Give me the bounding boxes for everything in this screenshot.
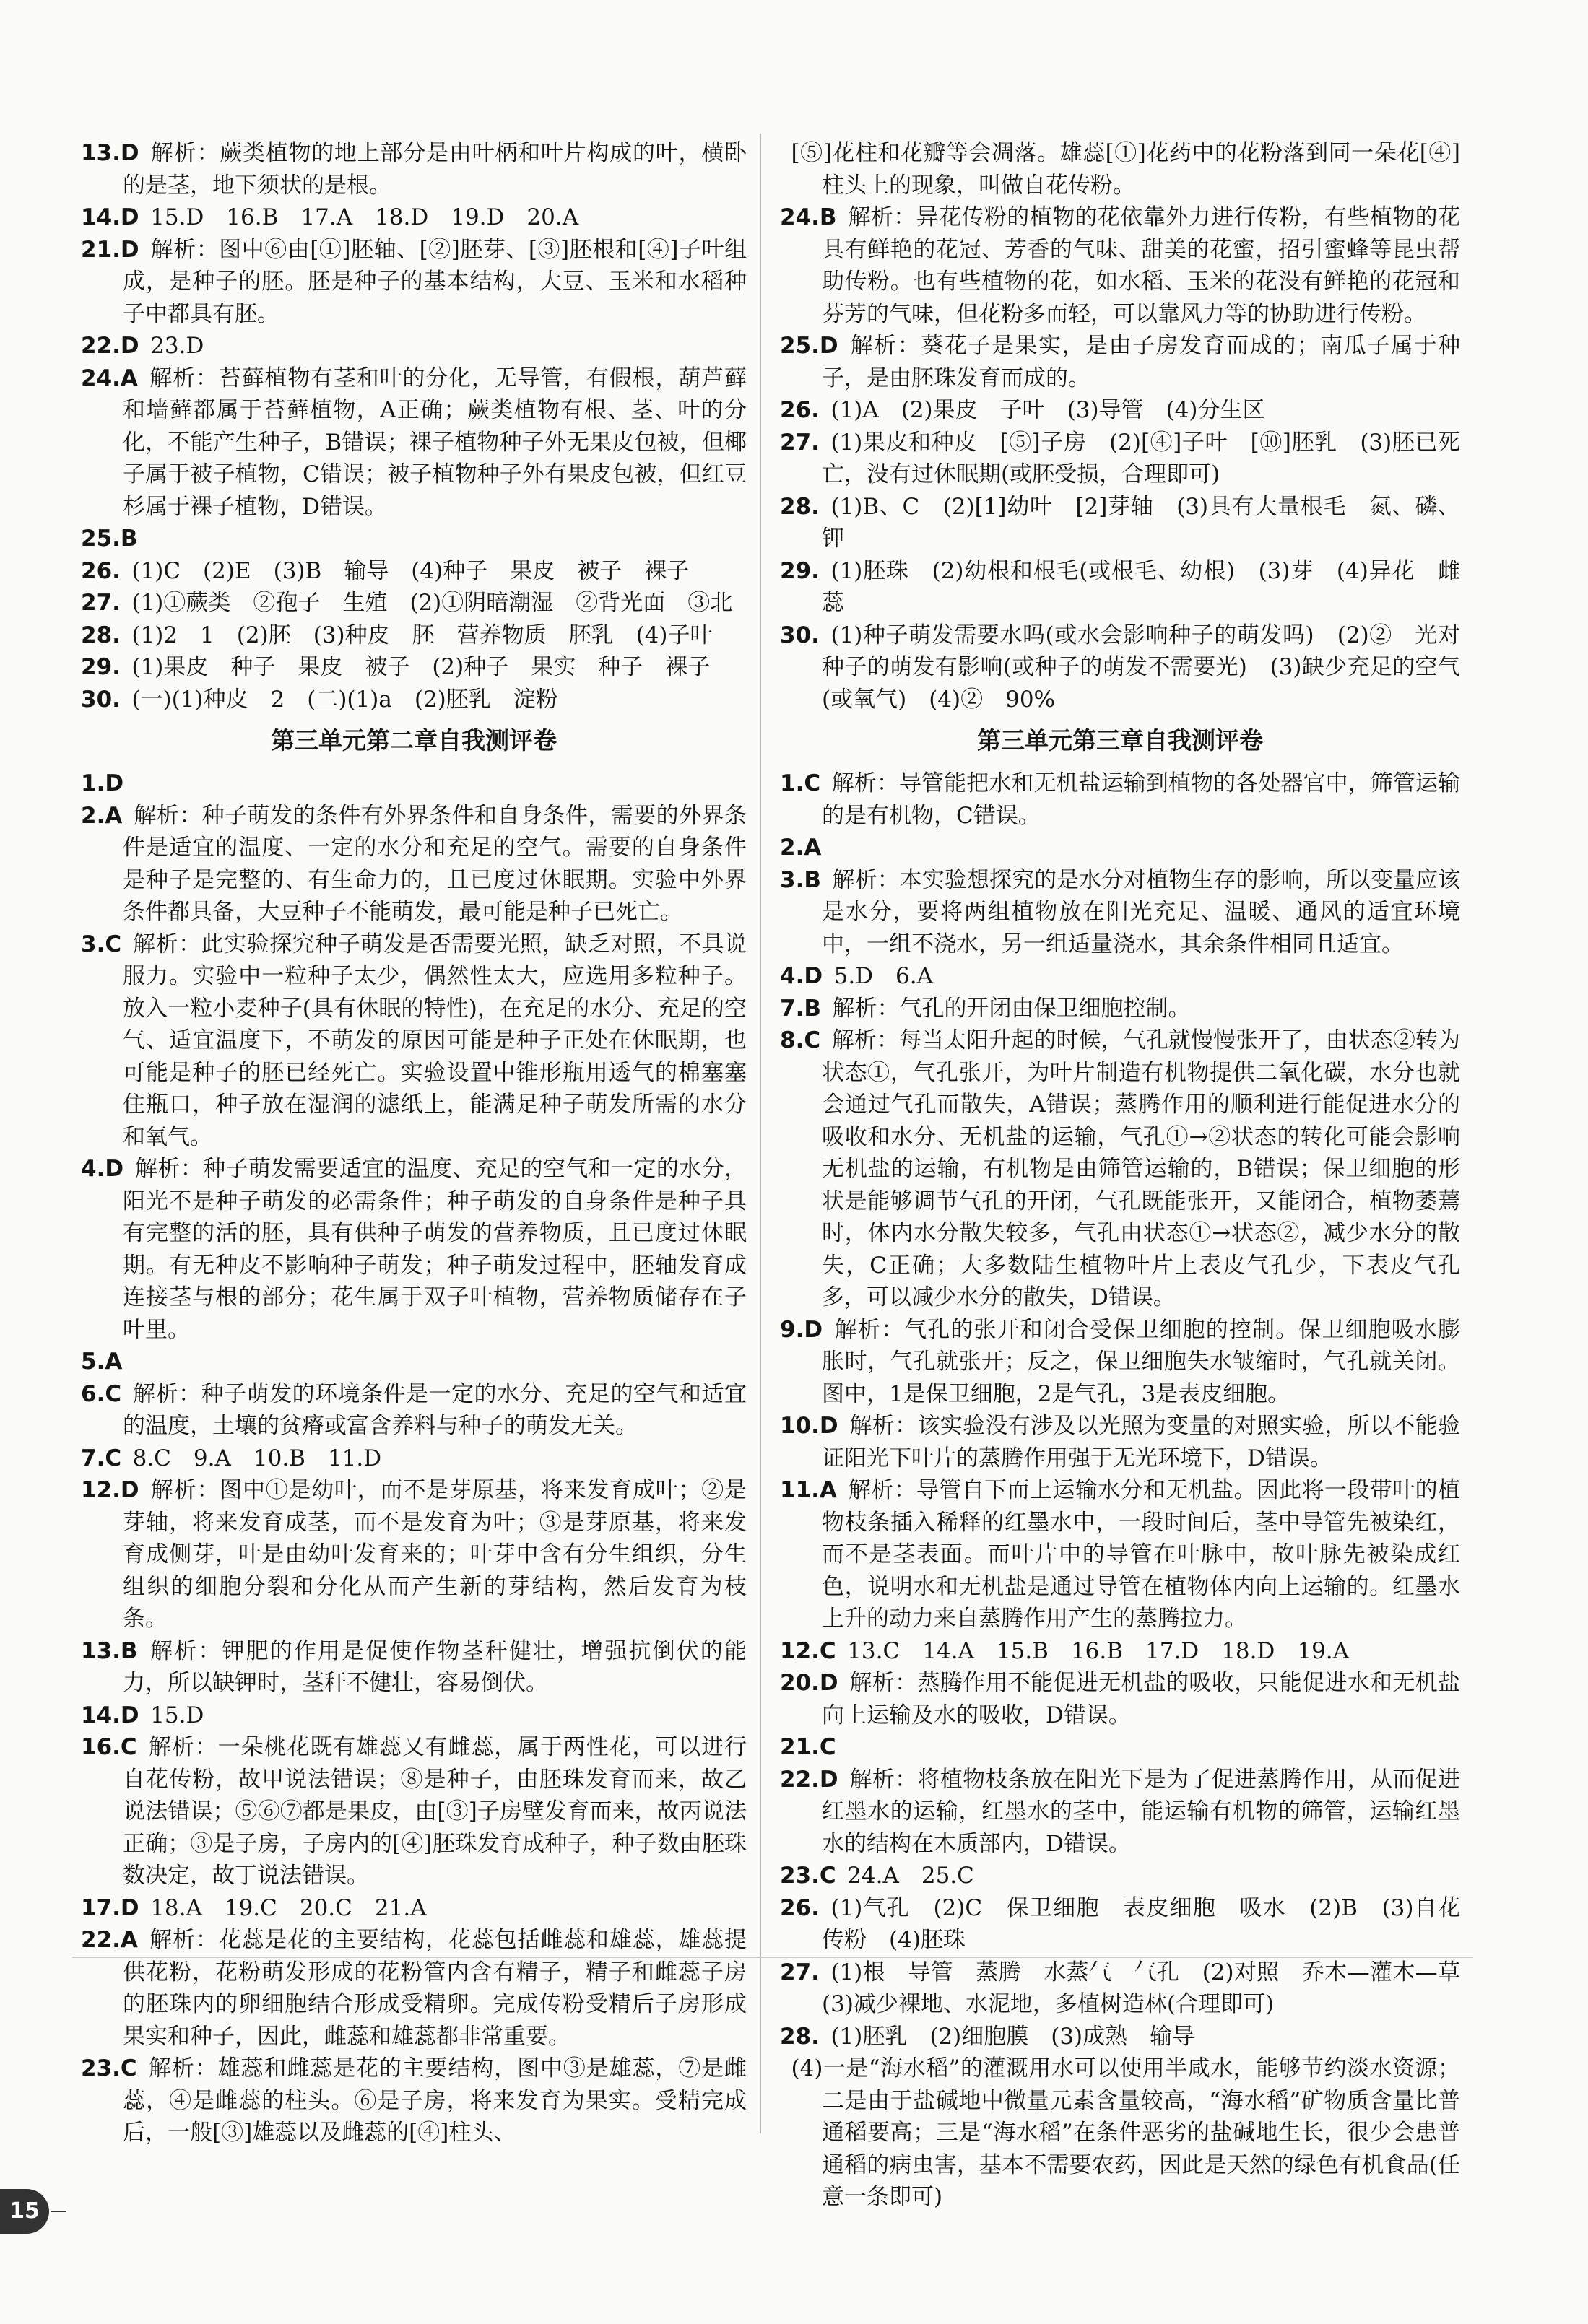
answer-item — [780, 1410, 1460, 1474]
answer-item — [81, 928, 747, 1154]
section-heading: 第三单元第二章自我测评卷 — [271, 726, 557, 754]
answer-item — [81, 1153, 747, 1346]
answer-text: (1)果皮 种子 果皮 被子 (2)种子 果实 种子 裸子 — [131, 654, 711, 680]
answer-text: 解析：雄蕊和雌蕊是花的主要结构，图中③是雄蕊，⑦是雌蕊，④是雌蕊的柱头。⑥是子房，将来发育为果实。受精完成后，一般[③]雄蕊以及雌蕊的[④]柱头、 — [123, 2055, 747, 2146]
answer-item — [780, 2053, 1460, 2214]
answer-item — [81, 234, 747, 331]
answer-number: 2.A — [780, 835, 822, 861]
answer-item — [81, 201, 747, 234]
answer-item — [780, 2021, 1460, 2053]
answer-item — [81, 767, 747, 800]
answer-number: 27. — [81, 590, 121, 616]
answer-number: 9.D — [780, 1316, 823, 1343]
answer-number: 14.D — [81, 204, 139, 230]
answer-number: 1.D — [81, 770, 124, 796]
answer-item — [81, 684, 747, 716]
answer-item — [81, 523, 747, 555]
answer-number: 1.C — [780, 770, 821, 796]
answer-text: (1)A (2)果皮 子叶 (3)导管 (4)分生区 — [830, 397, 1265, 423]
answer-item — [780, 137, 1460, 201]
answer-text: 解析：导管能把水和无机盐运输到植物的各处器官中，筛管运输的是有机物，C错误。 — [822, 770, 1460, 829]
answer-item — [780, 1474, 1460, 1635]
answer-item — [780, 960, 1460, 993]
answer-text: 解析：图中①是幼叶，而不是芽原基，将来发育成叶；②是芽轴，将来发育成茎，而不是发育为叶；③是芽原基，将来发育成侧芽，叶是由幼叶发育来的；叶芽中含有分生组织，分生组织的细胞分裂和分化从而产生新的芽结构，然后发育为枝条。 — [123, 1477, 747, 1632]
answer-item — [780, 330, 1460, 394]
answer-text: 5.D 6.A — [833, 963, 933, 989]
answer-text: [⑤]花柱和花瓣等会凋落。雄蕊[①]花药中的花粉落到同一朵花[④]柱头上的现象，叫做自花传粉。 — [791, 140, 1460, 199]
answer-item — [81, 1924, 747, 2053]
answer-text: 解析：此实验探究种子萌发是否需要光照，缺乏对照，不具说服力。实验中一粒种子太少，偶然性太大，应选用多粒种子。放入一粒小麦种子(具有休眠的特性)，在充足的水分、充足的空气、适宜温度下，不萌发的原因可能是种子正处在休眠期，也可能是种子的胚已经死亡。实验设置中锥形瓶用透气的棉塞塞住瓶口，种子放在湿润的滤纸上，能满足种子萌发所需的水分和氧气。 — [123, 931, 747, 1150]
answer-item — [780, 427, 1460, 491]
answer-number: 28. — [780, 2023, 820, 2050]
answer-text: (1)2 1 (2)胚 (3)种皮 胚 营养物质 胚乳 (4)子叶 — [131, 622, 713, 648]
answer-item — [780, 1892, 1460, 1957]
answer-item — [780, 1314, 1460, 1411]
section-heading: 第三单元第三章自我测评卷 — [977, 726, 1263, 754]
answer-text: 解析：苔藓植物有茎和叶的分化，无导管，有假根，葫芦藓和墙藓都属于苔藓植物，A正确；蕨类植物有根、茎、叶的分化，不能产生种子，B错误；裸子植物种子外无果皮包被，但椰子属于被子植物，C错误；被子植物种子外有果皮包被，但红豆杉属于裸子植物，D错误。 — [123, 365, 747, 520]
fold-line — [72, 1957, 1473, 1958]
answer-text: 解析：将植物枝条放在阳光下是为了促进蒸腾作用，从而促进红墨水的运输，红墨水的茎中，能运输有机物的筛管，运输红墨水的结构在木质部内，D错误。 — [822, 1766, 1460, 1857]
answer-text: 23.D — [150, 333, 204, 359]
answer-text: (1)胚珠 (2)幼根和根毛(或根毛、幼根) (3)芽 (4)异花 雌蕊 — [822, 557, 1460, 616]
answer-item — [780, 767, 1460, 832]
answer-item — [81, 1474, 747, 1635]
answer-text: (1)B、C (2)[1]幼叶 [2]芽轴 (3)具有大量根毛 氮、磷、钾 — [822, 493, 1460, 552]
answer-number: 11.A — [780, 1477, 837, 1503]
answer-item — [81, 555, 747, 588]
answer-text: 解析：蕨类植物的地上部分是由叶柄和叶片构成的叶，横卧的是茎，地下须状的是根。 — [123, 140, 747, 199]
answer-item — [780, 491, 1460, 555]
answer-number: 5.A — [81, 1349, 123, 1375]
answer-number: 16.C — [81, 1734, 137, 1760]
answer-number: 21.D — [81, 236, 139, 263]
answer-text: (1)①蕨类 ②孢子 生殖 (2)①阴暗潮湿 ②背光面 ③北 — [131, 590, 733, 616]
answer-item — [780, 1635, 1460, 1668]
answer-number: 3.B — [780, 866, 821, 893]
answer-text: 13.C 14.A 15.B 16.B 17.D 18.D 19.A — [847, 1637, 1350, 1664]
answer-item — [780, 1764, 1460, 1860]
answer-item — [780, 1667, 1460, 1731]
answer-number: 17.D — [81, 1894, 139, 1921]
answer-item — [780, 1024, 1460, 1314]
answer-item — [81, 1635, 747, 1700]
answer-item — [81, 2053, 747, 2149]
answer-item — [780, 201, 1460, 330]
answer-item — [780, 394, 1460, 427]
answer-text: (一)(1)种皮 2 (二)(1)a (2)胚乳 淀粉 — [131, 686, 558, 713]
answer-item — [81, 619, 747, 652]
left-column — [81, 137, 747, 2149]
answer-number: 14.D — [81, 1702, 139, 1728]
answer-number: 22.A — [81, 1927, 138, 1953]
answer-text: (1)根 导管 蒸腾 水蒸气 气孔 (2)对照 乔木—灌木—草 (3)减少裸地、水泥地，多植树造林(合理即可) — [822, 1959, 1483, 2017]
answer-text: 18.A 19.C 20.C 21.A — [150, 1894, 427, 1921]
column-divider — [760, 134, 761, 2133]
answer-number: 10.D — [780, 1413, 838, 1439]
answer-text: 解析：种子萌发的条件有外界条件和自身条件，需要的外界条件是适宜的温度、一定的水分和充足的空气。需要的自身条件是种子是完整的、有生命力的，且已度过休眠期。实验中外界条件都具备，大豆种子不能萌发，最可能是种子已死亡。 — [123, 802, 747, 925]
answer-item — [81, 587, 747, 619]
answer-number: 13.D — [81, 140, 139, 166]
answer-text: 解析：本实验想探究的是水分对植物生存的影响，所以变量应该是水分，要将两组植物放在阳光充足、温暖、通风的适宜环境中，一组不浇水，另一组适量浇水，其余条件相同且适宜。 — [822, 866, 1460, 957]
answer-number: 26. — [81, 557, 121, 584]
answer-number: 24.B — [780, 204, 837, 230]
answer-number: 3.C — [81, 931, 122, 957]
answer-item — [780, 832, 1460, 864]
answer-number: 22.D — [81, 333, 139, 359]
answer-text: 解析：导管自下而上运输水分和无机盐。因此将一段带叶的植物枝条插入稀释的红墨水中，一段时间后，茎中导管先被染红，而不是茎表面。而叶片中的导管在叶脉中，故叶脉先被染成红色，说明水和无机盐是通过导管在植物体内向上运输的。红墨水上升的动力来自蒸腾作用产生的蒸腾拉力。 — [822, 1477, 1460, 1632]
answer-item — [780, 1957, 1483, 2021]
answer-item — [780, 555, 1460, 619]
answer-item — [81, 330, 747, 362]
answer-item — [81, 362, 747, 523]
answer-item — [81, 1378, 747, 1442]
answer-text: 解析：钾肥的作用是促使作物茎秆健壮，增强抗倒伏的能力，所以缺钾时，茎秆不健壮，容易倒伏。 — [123, 1637, 747, 1696]
answer-text: (1)气孔 (2)C 保卫细胞 表皮细胞 吸水 (2)B (3)自花传粉 (4)胚珠 — [822, 1894, 1460, 1953]
right-column — [780, 137, 1483, 2214]
answer-text: 解析：葵花子是果实，是由子房发育而成的；南瓜子属于种子，是由胚珠发育而成的。 — [822, 333, 1460, 391]
answer-text: (1)C (2)E (3)B 输导 (4)种子 果皮 被子 裸子 — [131, 557, 690, 584]
answer-text: 解析：气孔的张开和闭合受保卫细胞的控制。保卫细胞吸水膨胀时，气孔就张开；反之，保卫细胞失水皱缩时，气孔就关闭。图中，1是保卫细胞，2是气孔，3是表皮细胞。 — [822, 1316, 1460, 1407]
answer-number: 28. — [780, 493, 820, 520]
answer-number: 30. — [81, 686, 121, 713]
answer-text: (4)一是“海水稻”的灌溉用水可以使用半咸水，能够节约淡水资源；二是由于盐碱地中微量元素含量较高，“海水稻”矿物质含量比普通稻要高；三是“海水稻”在条件恶劣的盐碱地生长，很少会患普通稻的病虫害，基本不需要农药，因此是天然的绿色有机食品(任意一条即可) — [791, 2055, 1460, 2210]
answer-number: 4.D — [780, 963, 823, 989]
answer-number: 4.D — [81, 1156, 124, 1182]
answer-number: 28. — [81, 622, 121, 648]
page-number-badge: 15 — [0, 2189, 49, 2234]
answer-number: 8.C — [780, 1027, 821, 1053]
answer-text: 解析：花蕊是花的主要结构，花蕊包括雌蕊和雄蕊，雄蕊提供花粉，花粉萌发形成的花粉管内含有精子，精子和雌蕊子房的胚珠内的卵细胞结合形成受精卵。完成传粉受精后子房形成果实和种子，因此，雌蕊和雄蕊都非常重要。 — [123, 1927, 747, 2050]
answer-item — [81, 1346, 747, 1378]
answer-text: (1)胚乳 (2)细胞膜 (3)成熟 输导 — [830, 2023, 1195, 2050]
answer-text: 解析：种子萌发的环境条件是一定的水分、充足的空气和适宜的温度，土壤的贫瘠或富含养料与种子的萌发无关。 — [123, 1380, 747, 1439]
answer-number: 25.D — [780, 333, 838, 359]
answer-item — [780, 993, 1460, 1025]
answer-number: 22.D — [780, 1766, 838, 1793]
answer-number: 13.B — [81, 1637, 138, 1664]
answer-text: 15.D 16.B 17.A 18.D 19.D 20.A — [150, 204, 579, 230]
answer-number: 2.A — [81, 802, 123, 829]
answer-item — [81, 1731, 747, 1892]
answer-number: 20.D — [780, 1670, 838, 1696]
answer-number: 25.B — [81, 526, 138, 552]
answer-text: 解析：异花传粉的植物的花依靠外力进行传粉，有些植物的花具有鲜艳的花冠、芳香的气味、甜美的花蜜，招引蜜蜂等昆虫帮助传粉。也有些植物的花，如水稻、玉米的花没有鲜艳的花冠和芬芳的气味，但花粉多而轻，可以靠风力等的协助进行传粉。 — [822, 204, 1460, 327]
answer-number: 30. — [780, 622, 820, 648]
answer-number: 26. — [780, 397, 820, 423]
answer-number: 21.C — [780, 1734, 836, 1760]
answer-text: (1)果皮和种皮 [⑤]子房 (2)[④]子叶 [⑩]胚乳 (3)胚已死亡，没有过休眠期(或胚受损，合理即可) — [822, 429, 1460, 487]
answer-item — [81, 1892, 747, 1925]
answer-number: 23.C — [780, 1863, 836, 1889]
answer-number: 29. — [81, 654, 121, 680]
answer-number: 6.C — [81, 1380, 122, 1407]
answer-item — [780, 1731, 1460, 1764]
answer-number: 27. — [780, 429, 820, 456]
answer-item — [81, 137, 747, 201]
page-number-line — [51, 2211, 66, 2212]
answer-item — [81, 651, 747, 684]
answer-number: 29. — [780, 557, 820, 584]
answer-text: 解析：每当太阳升起的时候，气孔就慢慢张开了，由状态②转为状态①，气孔张开，为叶片制造有机物提供二氧化碳，水分也就会通过气孔而散失，A错误；蒸腾作用的顺利进行能促进水分的吸收和水分、无机盐的运输，气孔①→②状态的转化可能会影响无机盐的运输，有机物是由筛管运输的，B错误；保卫细胞的形状是能够调节气孔的开闭，气孔既能张开，又能闭合，植物萎蔫时，体内水分散失较多，气孔由状态①→状态②，减少水分的散失，C正确；大多数陆生植物叶片上表皮气孔少，下表皮气孔多，可以减少水分的散失，D错误。 — [822, 1027, 1460, 1310]
answer-number: 12.D — [81, 1477, 139, 1503]
answer-number: 24.A — [81, 365, 138, 391]
answer-number: 7.C — [81, 1445, 122, 1471]
answer-item — [780, 1860, 1460, 1892]
answer-text: (1)种子萌发需要水吗(或水会影响种子的萌发吗) (2)② 光对种子的萌发有影响(或种子的萌发不需要光) (3)缺少充足的空气(或氧气) (4)② 90% — [822, 622, 1460, 713]
answer-text: 解析：一朵桃花既有雄蕊又有雌蕊，属于两性花，可以进行自花传粉，故甲说法错误；⑧是种子，由胚珠发育而来，故乙说法错误；⑤⑥⑦都是果皮，由[③]子房壁发育而来，故丙说法正确；③是子房，子房内的[④]胚珠发育成种子，种子数由胚珠数决定，故丁说法错误。 — [123, 1734, 747, 1889]
answer-number: 7.B — [780, 995, 821, 1022]
answer-number: 12.C — [780, 1637, 836, 1664]
answer-text: 8.C 9.A 10.B 11.D — [132, 1445, 382, 1471]
answer-item — [81, 1442, 747, 1475]
answer-text: 解析：图中⑥由[①]胚轴、[②]胚芽、[③]胚根和[④]子叶组成，是种子的胚。胚是种子的基本结构，大豆、玉米和水稻种子中都具有胚。 — [123, 236, 747, 327]
answer-item — [780, 619, 1460, 716]
answer-number: 27. — [780, 1959, 820, 1985]
answer-item — [780, 864, 1460, 961]
answer-text: 解析：种子萌发需要适宜的温度、充足的空气和一定的水分，阳光不是种子萌发的必需条件；种子萌发的自身条件是种子具有完整的活的胚，具有供种子萌发的营养物质，且已度过休眠期。有无种皮不影响种子萌发；种子萌发过程中，胚轴发育成连接茎与根的部分；花生属于双子叶植物，营养物质储存在子叶里。 — [123, 1156, 747, 1343]
answer-text: 解析：气孔的开闭由保卫细胞控制。 — [832, 995, 1191, 1022]
answer-item — [81, 800, 747, 928]
answer-text: 15.D — [150, 1702, 204, 1728]
answer-text: 解析：蒸腾作用不能促进无机盐的吸收，只能促进水和无机盐向上运输及水的吸收，D错误。 — [822, 1670, 1460, 1728]
answer-text: 解析：该实验没有涉及以光照为变量的对照实验，所以不能验证阳光下叶片的蒸腾作用强于无光环境下，D错误。 — [822, 1413, 1460, 1471]
answer-number: 26. — [780, 1894, 820, 1921]
answer-number: 23.C — [81, 2055, 137, 2081]
answer-item — [81, 1700, 747, 1732]
answer-text: 24.A 25.C — [847, 1863, 974, 1889]
